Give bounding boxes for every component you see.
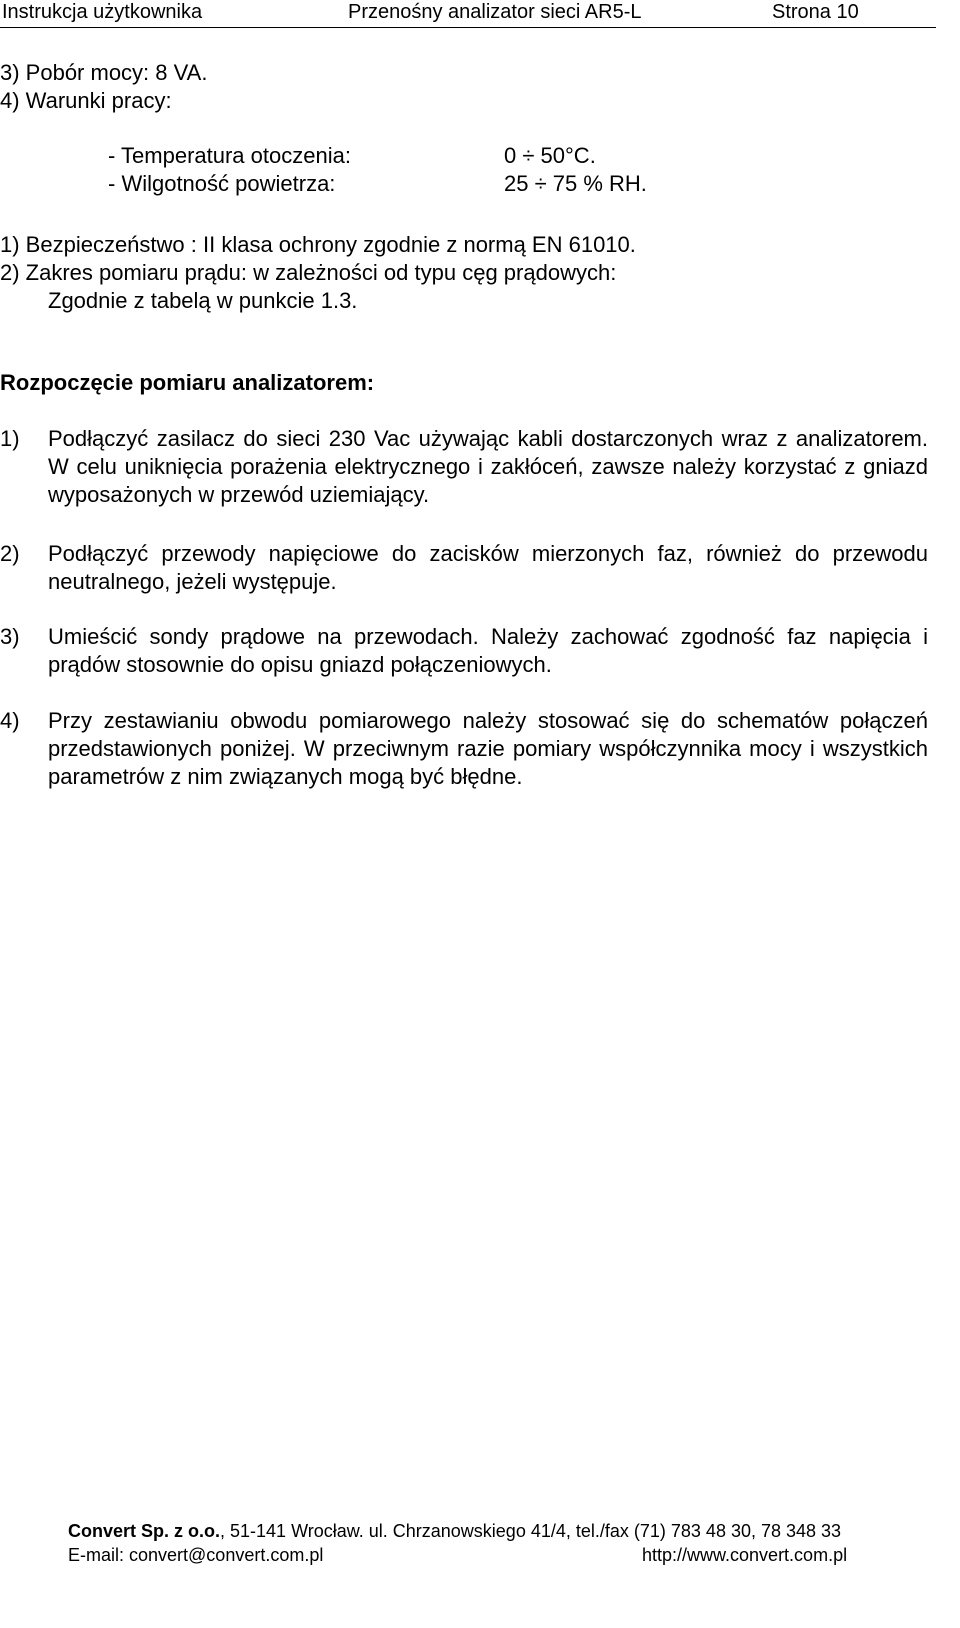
step-2-text: Podłączyć przewody napięciowe do zacisków mierzonych faz, również do przewodu neutralnego, jeżeli występuje.: [48, 541, 928, 594]
spec-conditions: 4) Warunki pracy:: [0, 88, 172, 113]
header-document-title: Instrukcja użytkownika: [2, 1, 203, 23]
step-4-number: 4): [0, 708, 20, 733]
step-1-text: Podłączyć zasilacz do sieci 230 Vac używając kabli dostarczonych wraz z analizatorem. W celu uniknięcia porażenia elektrycznego i zakłóceń, zawsze należy korzystać z gniazd wyposażonych w przewód uziemiający.: [48, 426, 928, 507]
spec-power: 3) Pobór mocy: 8 VA.: [0, 60, 208, 85]
header-page-number: Strona 10: [772, 1, 859, 23]
step-4: [0, 707, 928, 791]
spec-humidity-label: - Wilgotność powietrza:: [108, 171, 336, 196]
current-range: 2) Zakres pomiaru prądu: w zależności od typu cęg prądowych:: [0, 260, 617, 285]
spec-temperature-label: - Temperatura otoczenia:: [108, 143, 351, 168]
footer-website[interactable]: http://www.convert.com.pl: [642, 1545, 848, 1565]
current-range-note: Zgodnie z tabelą w punkcie 1.3.: [48, 288, 358, 313]
step-3-number: 3): [0, 624, 20, 649]
header-product-name: Przenośny analizator sieci AR5-L: [348, 1, 642, 23]
footer-email[interactable]: E-mail: convert@convert.com.pl: [68, 1545, 324, 1565]
step-3: [0, 623, 928, 679]
step-2-number: 2): [0, 541, 20, 566]
step-2: [0, 540, 928, 596]
spec-humidity-value: 25 ÷ 75 % RH.: [504, 171, 647, 196]
footer-company-name: Convert Sp. z o.o.: [68, 1521, 221, 1541]
step-3-text: Umieścić sondy prądowe na przewodach. Należy zachować zgodność faz napięcia i prądów stosownie do opisu gniazd połączeniowych.: [48, 624, 928, 677]
spec-temperature-value: 0 ÷ 50°C.: [504, 143, 596, 168]
footer-address-line: [68, 1519, 841, 1543]
section-heading: Rozpoczęcie pomiaru analizatorem:: [0, 370, 375, 395]
safety-class: 1) Bezpieczeństwo : II klasa ochrony zgodnie z normą EN 61010.: [0, 232, 636, 257]
step-1: [0, 425, 928, 509]
footer-address: , 51-141 Wrocław. ul. Chrzanowskiego 41/4, tel./fax (71) 783 48 30, 78 348 33: [220, 1521, 842, 1541]
step-4-text: Przy zestawianiu obwodu pomiarowego należy stosować się do schematów połączeń przedstawionych poniżej. W przeciwnym razie pomiary współczynnika mocy i wszystkich parametrów z nim związanych mogą być błędne.: [48, 708, 928, 789]
step-1-number: 1): [0, 426, 20, 451]
page-header: [0, 0, 936, 28]
